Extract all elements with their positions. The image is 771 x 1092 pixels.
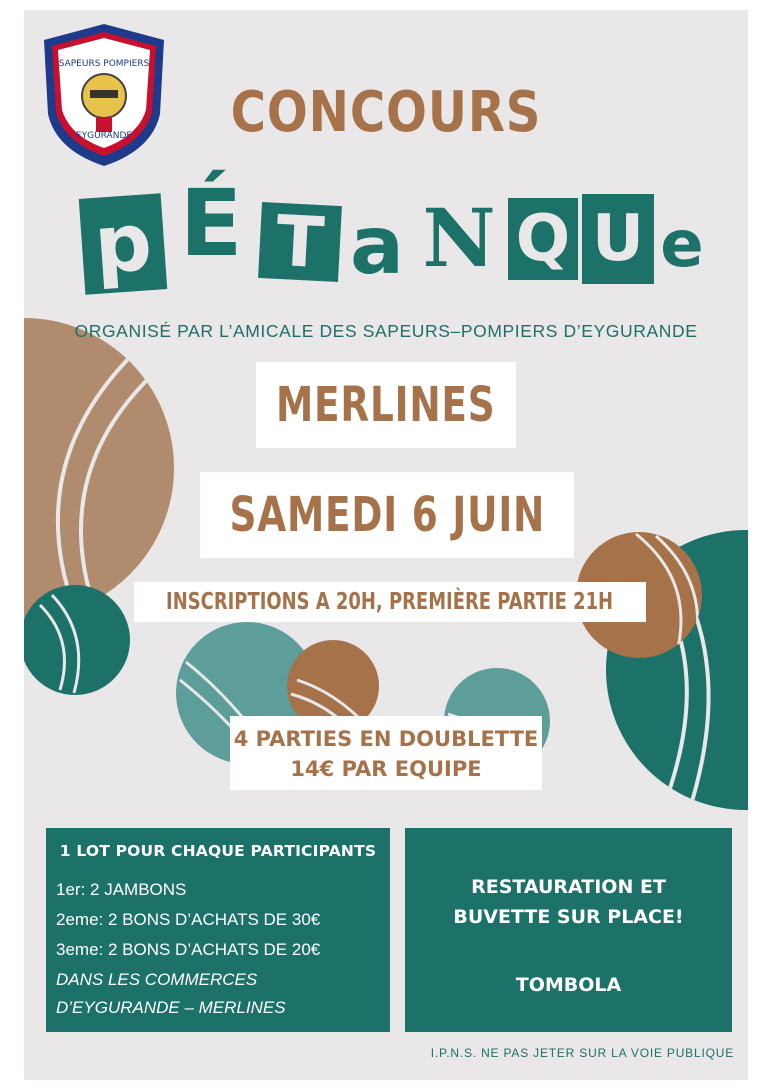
inscriptions-text: INSCRIPTIONS A 20H, PREMIÈRE PARTIE 21H xyxy=(166,589,614,615)
location-text: MERLINES xyxy=(276,377,496,433)
petanque-letter-n: N xyxy=(422,191,496,285)
petanque-letter-q: Q xyxy=(508,198,578,280)
organiser-line: ORGANISÉ PAR L’AMICALE DES SAPEURS–POMPIERS D’EYGURANDE xyxy=(74,321,698,341)
prize-third: 3eme: 2 BONS D’ACHATS DE 20€ xyxy=(56,940,321,959)
parties-line-1: 4 PARTIES EN DOUBLETTE xyxy=(233,727,539,751)
petanque-letter-a: a xyxy=(350,199,404,292)
logo-bottom-text: EYGURANDE xyxy=(75,131,133,141)
petanque-letter-p: p xyxy=(79,193,167,294)
ball-teal-left xyxy=(24,585,130,695)
parties-line-2: 14€ PAR EQUIPE xyxy=(290,757,482,781)
date-box xyxy=(200,472,574,558)
prize-first: 1er: 2 JAMBONS xyxy=(56,880,187,899)
prize-second: 2eme: 2 BONS D’ACHATS DE 30€ xyxy=(56,910,321,929)
extras-tombola: TOMBOLA xyxy=(515,974,622,996)
petanque-letter-e: e xyxy=(660,208,704,282)
petanque-letter-t: T xyxy=(258,202,342,282)
petanque-letter-e-acute: É xyxy=(179,170,243,277)
prize-note-line-2: D’EYGURANDE – MERLINES xyxy=(56,998,286,1017)
location-box xyxy=(256,362,516,448)
petanque-letter-u: U xyxy=(582,194,654,284)
extras-panel xyxy=(405,828,732,1032)
footer-ipns: I.P.N.S. NE PAS JETER SUR LA VOIE PUBLIQUE xyxy=(430,1046,734,1060)
extras-line-1: RESTAURATION ET xyxy=(471,876,666,898)
parties-box xyxy=(230,716,542,790)
poster xyxy=(24,10,748,1080)
extras-line-2: BUVETTE SUR PLACE! xyxy=(453,906,684,928)
title-petanque xyxy=(82,168,702,298)
prizes-title: 1 LOT POUR CHAQUE PARTICIPANTS xyxy=(59,842,377,860)
logo-top-text: SAPEURS POMPIERS xyxy=(58,59,150,69)
ball-tan-large xyxy=(24,318,174,618)
date-text: SAMEDI 6 JUIN xyxy=(229,487,545,543)
prize-note-line-1: DANS LES COMMERCES xyxy=(56,970,258,989)
title-concours: CONCOURS xyxy=(230,80,542,145)
inscriptions-box xyxy=(134,582,646,622)
prizes-panel xyxy=(46,828,390,1032)
